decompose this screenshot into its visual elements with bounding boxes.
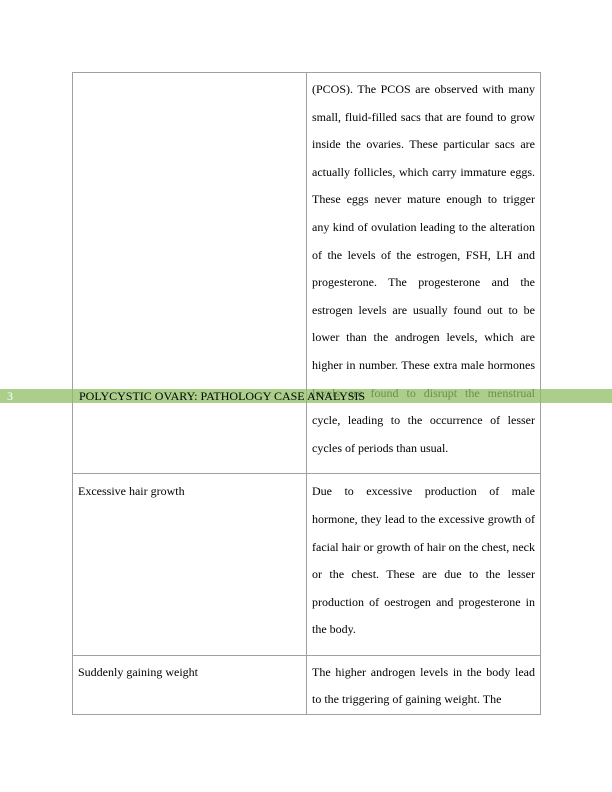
table-row (73, 73, 541, 474)
explanation-cell (307, 655, 541, 714)
symptom-text: Suddenly gaining weight (78, 664, 198, 679)
symptom-cell (73, 474, 307, 656)
explanation-text: The higher androgen levels in the body lead to the triggering of gaining weight. The (312, 664, 535, 707)
symptom-cell (73, 73, 307, 474)
table-row (73, 474, 541, 656)
explanation-text: (PCOS). The PCOS are observed with many small, fluid-filled sacs that are found to grow inside the ovaries. These particular sacs are actually follicles, which carry immature eggs. These eggs never mature enough to trigger any kind of ovulation leading to the alteration of the levels of the estrogen, FSH, LH and progesterone. The progesterone and the estrogen levels are usually found out to be lower than the androgen levels, which are higher in number. These extra male hormones cycle, leading to the occurrence of lesser cycles of periods than usual. (312, 82, 535, 455)
symptom-cell (73, 655, 307, 714)
table-row (73, 655, 541, 714)
explanation-text: Due to excessive production of male hormone, they lead to the excessive growth of facial hair or growth of hair on the chest, neck or the chest. These are due to the lesser production of oestrogen and progesterone in the body. (312, 484, 535, 637)
page-header-band (0, 389, 612, 403)
explanation-cell (307, 73, 541, 474)
explanation-cell (307, 474, 541, 656)
symptom-text (78, 73, 301, 87)
symptom-text: Excessive hair growth (78, 484, 185, 499)
running-head: POLYCYSTIC OVARY: PATHOLOGY CASE ANALYSIS (79, 389, 366, 403)
page-number: 3 (7, 389, 13, 403)
